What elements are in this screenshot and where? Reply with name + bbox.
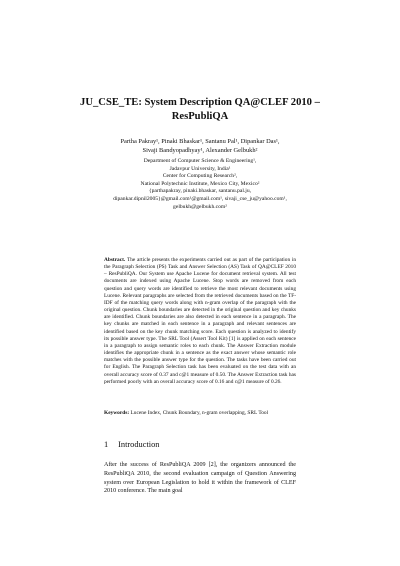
affiliation-line: Department of Computer Science & Engineering¹, [143,158,257,164]
title-line-2: ResPubliQA [171,110,229,122]
affiliation-line: dipankar.dipnil2005}@gmail.com¹@gmail.com¹, sivaji_cse_ju@yahoo.com¹, [113,195,287,202]
section-heading [104,440,296,450]
abstract-label: Abstract. [104,257,127,263]
introduction-paragraph: After the success of ResPubliQA 2009 [2], the organizers announced the ResPubliQA 2010, the second evaluation campaign of Question Answering system over European Legislation to hold it within the framework of CLEF 2010 conference. The main goal [104,462,296,495]
authors-line-2: Sivaji Bandyopadhyay¹, Alexander Gelbukh² [142,147,258,155]
affiliation-line: Center for Computing Research², [162,173,238,180]
section-title: Introduction [118,440,160,449]
keywords [104,410,296,417]
authors-line-1: Partha Pakray¹, Pinaki Bhaskar¹, Santanu Pal¹, Dipankar Das¹, [120,138,280,145]
affiliation-line: gelbukh@gelbukh.com² [173,203,227,210]
affiliation-line: Jadavpur University, India¹ [169,165,231,172]
affiliation-line: National Polytechnic Institute, Mexico City, Mexico² [140,180,260,187]
abstract-text: The article presents the experiments carried out as part of the participation in the Paragraph Selection (PS) Task and Answer Selection (AS) Task of QA@CLEF 2010 – ResPubliQA. Our System use Apache Lucene for document retrieval system. All test documents are indexed using Apache Lucene. Stop words are removed from each question and query words are identified to retrieve the most relevant documents using Lucene. Relevant paragraphs are selected from the retrieved documents based on the TF-IDF of the matching query words along with n-gram overlap of the paragraph with the original question. Chunk boundaries are detected in the original question and key chunks are identified. Chunk boundaries are also detected in each sentence in a paragraph. The key chunks are matched in each sentence in a paragraph and relevant sentences are identified based on the key chunk matching score. Each question is analyzed to identify its possible answer type. The SRL Tool (Assert Tool Kit) [1] is applied on each sentence in a paragraph to assign semantic roles to each chunk. The Answer Extraction module identifies the appropriate chunk in a sentence as the exact answer whose semantic role matches with the possible answer type for the question. The tasks have been carried out for English. The Paragraph Selection task has been evaluated on the test data with an overall accuracy score of 0.37 and c@1 measure of 0.50. The Answer Extraction task has performed poorly with an overall accuracy score of 0.16 and c@1 measure of 0.26. [104,257,297,385]
abstract [104,257,296,386]
keywords-text: Lucene Index, Chunk Boundary, n-gram overlapping, SRL Tool [130,410,269,416]
paper-title [60,96,340,123]
author-list [70,137,330,155]
keywords-label: Keywords: [104,410,131,416]
affiliations [70,158,330,211]
title-line-1: JU_CSE_TE: System Description QA@CLEF 2010 – [80,97,320,108]
affiliation-line: {parthapakray, pinaki.bhaskar, santanu.pal.ju, [148,188,252,195]
section-number: 1 [104,440,109,449]
